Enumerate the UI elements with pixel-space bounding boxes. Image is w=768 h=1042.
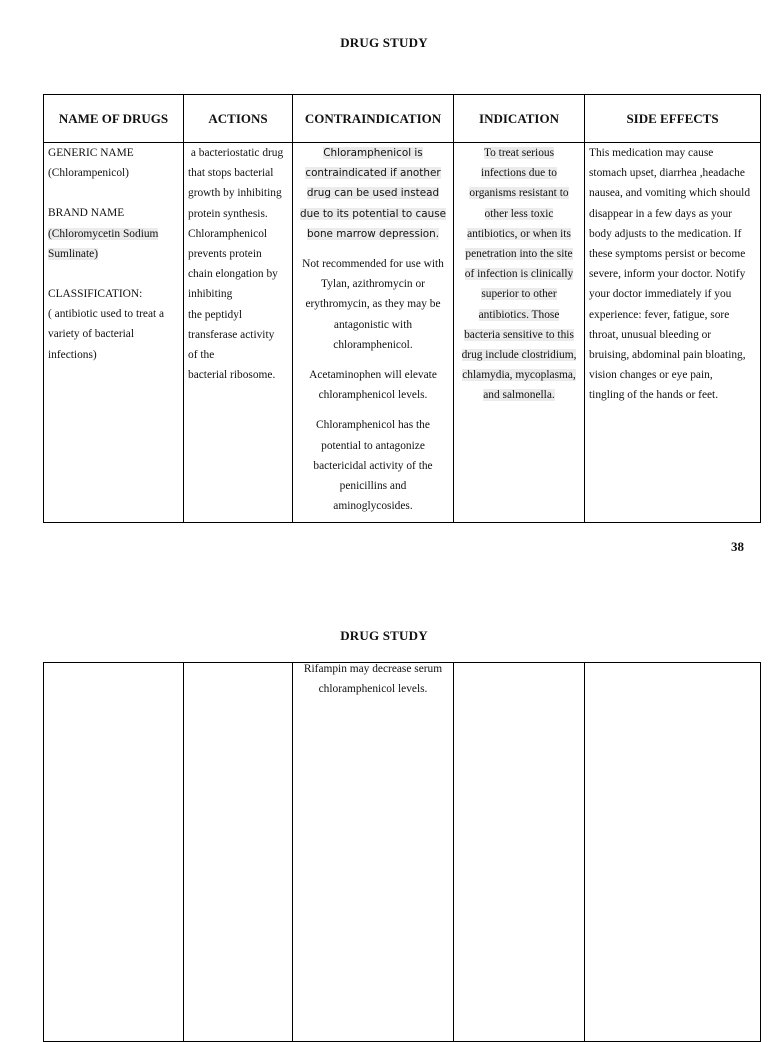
contraindication-line: aminoglycosides. xyxy=(333,500,413,513)
actions-line: a bacteriostatic drug xyxy=(188,147,284,159)
drug-study-table xyxy=(43,94,761,523)
side-effects-line: tingling of the hands or feet. xyxy=(589,389,719,402)
indication-line: bacteria sensitive to this xyxy=(464,328,574,341)
contraindication-highlight: bone marrow depression. xyxy=(307,227,439,240)
contraindication-line: Tylan, azithromycin or xyxy=(321,278,425,291)
side-effects-line: experience: fever, fatigue, sore xyxy=(589,308,730,321)
name-of-drugs-cell xyxy=(44,143,184,523)
indication-line: and salmonella. xyxy=(483,389,555,402)
contraindication-line: chloramphenicol levels. xyxy=(318,683,428,696)
contraindication-cell xyxy=(293,663,454,1042)
actions-line: Chloramphenicol xyxy=(188,227,268,240)
side-effects-line: nausea, and vomiting which should xyxy=(589,187,751,200)
indication-line: chlamydia, mycoplasma, xyxy=(462,369,576,382)
contraindication-line: Not recommended for use with xyxy=(302,258,444,271)
side-effects-cell xyxy=(585,143,761,523)
indication-line: other less toxic xyxy=(484,207,554,220)
contraindication-line: antagonistic with xyxy=(333,318,413,331)
contraindication-line: Acetaminophen will elevate xyxy=(309,369,437,382)
contraindication-line: bactericidal activity of the xyxy=(313,459,433,472)
page-number: 38 xyxy=(731,539,744,554)
indication-line: of infection is clinically xyxy=(464,268,574,281)
page-title: DRUG STUDY xyxy=(340,35,428,50)
contraindication-line: erythromycin, as they may be xyxy=(305,298,441,311)
actions-line: protein synthesis. xyxy=(188,207,268,220)
brand-name-value: Sumlinate) xyxy=(48,247,98,260)
contraindication-line: chloramphenicol levels. xyxy=(318,389,428,402)
indication-line: drug include clostridium, xyxy=(461,349,577,362)
indication-line: superior to other xyxy=(481,288,557,301)
header-side-effects: SIDE EFFECTS xyxy=(585,95,761,143)
table-row xyxy=(44,663,761,1042)
header-name-of-drugs: NAME OF DRUGS xyxy=(44,95,184,143)
actions-line: that stops bacterial xyxy=(188,167,274,180)
actions-cell xyxy=(184,663,293,1042)
generic-name-value: (Chlorampenicol) xyxy=(48,167,129,180)
contraindication-line: Chloramphenicol has the xyxy=(316,419,430,432)
header-indication: INDICATION xyxy=(454,95,585,143)
side-effects-cell xyxy=(585,663,761,1042)
indication-line: antibiotics, or when its xyxy=(467,227,571,240)
actions-line: chain elongation by xyxy=(188,268,278,281)
contraindication-highlight: contraindicated if another xyxy=(305,167,441,180)
actions-line: inhibiting xyxy=(188,288,233,301)
classification-text: variety of bacterial xyxy=(48,328,135,341)
indication-cell xyxy=(454,143,585,523)
name-of-drugs-cell xyxy=(44,663,184,1042)
contraindication-line: chloramphenicol. xyxy=(333,338,413,351)
contraindication-highlight: due to its potential to cause xyxy=(299,207,447,220)
brand-name-value: (Chloromycetin Sodium xyxy=(48,227,159,240)
side-effects-line: vision changes or eye pain, xyxy=(589,369,713,382)
actions-line: growth by inhibiting xyxy=(188,187,282,200)
indication-line: organisms resistant to xyxy=(469,187,569,200)
contraindication-line: potential to antagonize xyxy=(321,439,425,452)
generic-name-label: GENERIC NAME xyxy=(48,147,134,159)
actions-line: bacterial ribosome. xyxy=(188,369,276,382)
side-effects-line: severe, inform your doctor. Notify xyxy=(589,268,746,281)
side-effects-line: your doctor immediately if you xyxy=(589,288,732,301)
brand-name-label: BRAND NAME xyxy=(48,207,125,220)
table-header-row xyxy=(44,95,761,143)
header-contraindication: CONTRAINDICATION xyxy=(293,95,454,143)
indication-line: infections due to xyxy=(481,167,557,180)
table-row xyxy=(44,143,761,523)
contraindication-highlight: Chloramphenicol is xyxy=(323,147,423,159)
header-actions: ACTIONS xyxy=(184,95,293,143)
indication-line: penetration into the site xyxy=(465,248,573,261)
actions-line: of the xyxy=(188,349,215,362)
side-effects-line: bruising, abdominal pain bloating, xyxy=(589,349,746,362)
indication-line: To treat serious xyxy=(483,147,555,159)
actions-line: prevents protein xyxy=(188,248,262,261)
contraindication-line: penicillins and xyxy=(339,480,407,493)
side-effects-line: disappear in a few days as your xyxy=(589,207,732,220)
actions-line: transferase activity xyxy=(188,328,275,341)
indication-cell xyxy=(454,663,585,1042)
contraindication-line: Rifampin may decrease serum xyxy=(303,663,443,675)
classification-text: infections) xyxy=(48,348,97,361)
classification-label: CLASSIFICATION: xyxy=(48,288,143,301)
actions-cell xyxy=(184,143,293,523)
actions-line: the peptidyl xyxy=(188,308,243,321)
side-effects-line: stomach upset, diarrhea ,headache xyxy=(589,167,745,180)
side-effects-line: throat, unusual bleeding or xyxy=(589,328,712,341)
contraindication-cell xyxy=(293,143,454,523)
indication-line: antibiotics. Those xyxy=(478,308,560,321)
drug-study-table-continued xyxy=(43,662,761,1042)
page-title: DRUG STUDY xyxy=(340,628,428,643)
classification-text: ( antibiotic used to treat a xyxy=(48,308,165,321)
side-effects-line: body adjusts to the medication. If xyxy=(589,227,742,240)
side-effects-line: This medication may cause xyxy=(589,147,714,159)
contraindication-highlight: drug can be used instead xyxy=(306,187,440,200)
side-effects-line: these symptoms persist or become xyxy=(589,248,746,261)
